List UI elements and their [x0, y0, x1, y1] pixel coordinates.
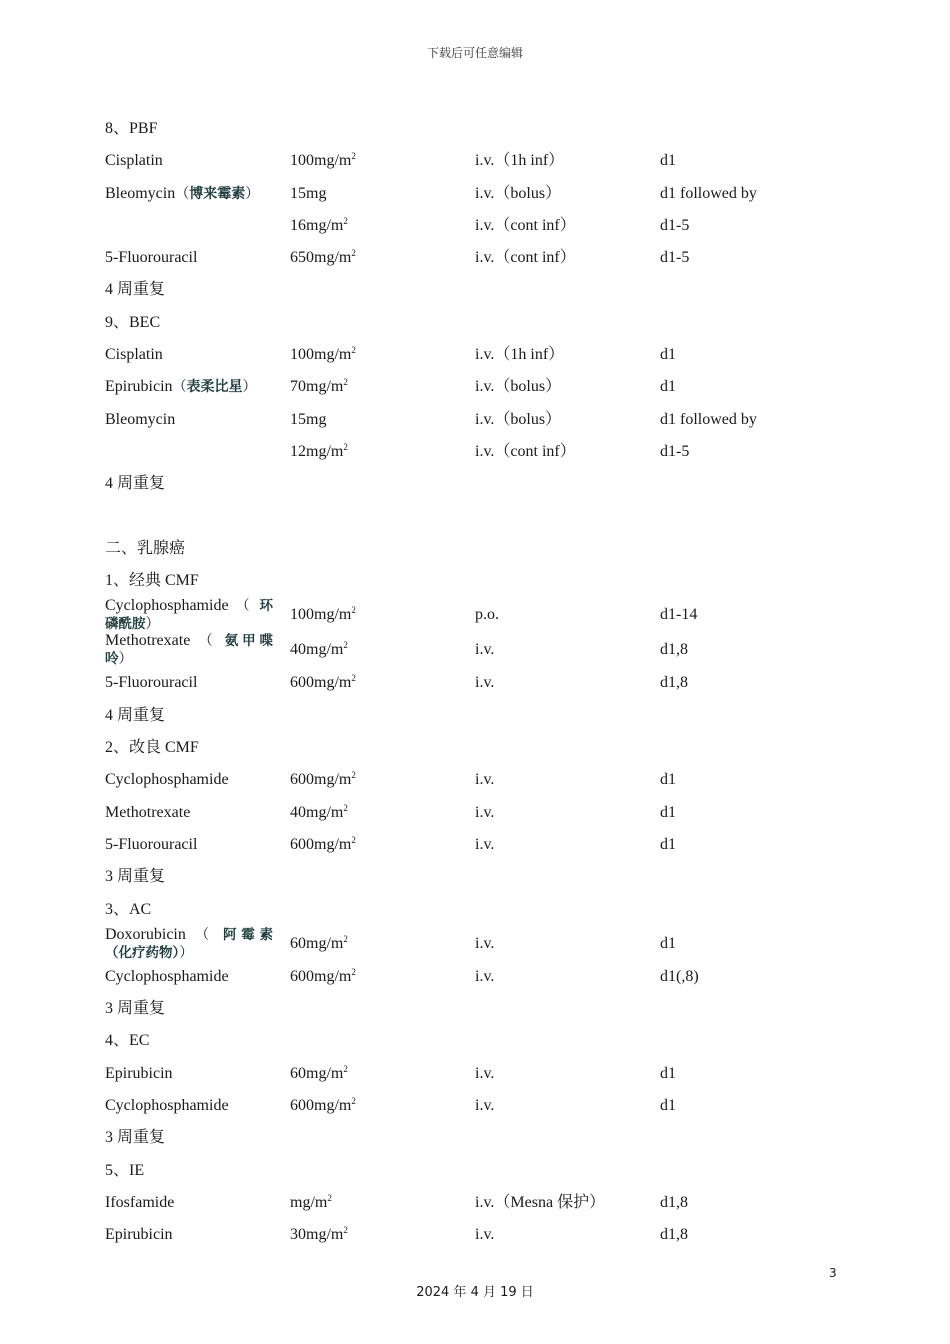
dose-unit-exponent: 2 [351, 834, 356, 845]
section-heading: 3、AC [105, 900, 152, 918]
drug-name-cell [105, 797, 190, 829]
dose-cell [290, 436, 348, 468]
route-cell: i.v.（1h inf） [475, 152, 565, 170]
section-heading: 1、经典 CMF [105, 572, 199, 590]
drug-name: Epirubicin [105, 1064, 173, 1082]
schedule-cell: d1 [660, 1064, 676, 1082]
dose-cell [290, 178, 326, 210]
drug-name-cell [105, 1090, 229, 1122]
page-number: 3 [829, 1266, 837, 1280]
paren-close: ） [242, 379, 257, 396]
section-heading: 4、EC [105, 1032, 150, 1050]
drug-name-cell [105, 371, 257, 403]
schedule-cell: d1 [660, 1097, 676, 1115]
route-cell: i.v. [475, 641, 495, 659]
dose-unit-exponent: 2 [343, 802, 348, 813]
paren-close: ） [118, 651, 133, 668]
drug-name: Bleomycin [105, 184, 176, 202]
regimen-row [105, 764, 865, 796]
section-heading: 3 周重复 [105, 1129, 166, 1147]
schedule-cell: d1-14 [660, 606, 698, 624]
dose-unit-exponent: 2 [343, 441, 348, 452]
paren-open: （ [175, 185, 190, 202]
dose-cell [290, 1090, 356, 1122]
route-cell: i.v. [475, 803, 495, 821]
dose-value: 30mg/m [290, 1226, 344, 1244]
dose-unit-exponent: 2 [343, 640, 348, 651]
schedule-cell: d1 followed by [660, 410, 757, 428]
dose-unit-exponent: 2 [351, 673, 356, 684]
dose-cell [290, 667, 356, 699]
route-cell: i.v.（bolus） [475, 378, 562, 396]
drug-name: Epirubicin [105, 1226, 173, 1244]
dose-cell [290, 210, 348, 242]
drug-name-cell [105, 632, 273, 668]
regimen-row [105, 1219, 865, 1251]
blank-line [105, 501, 865, 533]
schedule-cell: d1,8 [660, 641, 688, 659]
dose-cell [290, 926, 348, 961]
dose-cell [290, 632, 348, 667]
section-heading: 3 周重复 [105, 868, 166, 886]
dose-cell [290, 145, 356, 177]
dose-cell [290, 404, 326, 436]
drug-name: Epirubicin [105, 378, 173, 396]
dose-value: 15mg [290, 410, 327, 428]
drug-name-cell [105, 1058, 173, 1090]
drug-name: Cyclophosphamide [105, 771, 229, 789]
dose-value: 600mg/m [290, 771, 352, 789]
section-heading: 5、IE [105, 1161, 145, 1179]
route-cell: i.v. [475, 771, 495, 789]
dose-value: 600mg/m [290, 835, 352, 853]
drug-name-cell [105, 961, 229, 993]
schedule-cell: d1 [660, 803, 676, 821]
dose-value: 40mg/m [290, 641, 344, 659]
schedule-cell: d1 [660, 346, 676, 364]
dose-cell [290, 829, 356, 861]
route-cell: p.o. [475, 606, 499, 624]
regimen-row [105, 961, 865, 993]
dose-cell [290, 961, 356, 993]
paren-close: ） [245, 185, 260, 202]
regimen-row [105, 1090, 865, 1122]
dose-cell [290, 1219, 348, 1251]
drug-name: Cyclophosphamide [105, 967, 229, 985]
drug-name-cell [105, 178, 259, 210]
dose-value: 600mg/m [290, 1097, 352, 1115]
route-cell: i.v. [475, 1226, 495, 1244]
dose-cell [290, 339, 356, 371]
dose-value: 40mg/m [290, 803, 344, 821]
drug-chinese-name: 环磷酰胺 [105, 598, 273, 633]
document-body [105, 113, 865, 1252]
paren-close: ） [145, 616, 160, 633]
regimen-row [105, 339, 865, 371]
dose-value: 60mg/m [290, 1064, 344, 1082]
drug-name: 5-Fluorouracil [105, 249, 198, 267]
section-heading: 9、BEC [105, 313, 161, 331]
schedule-cell: d1,8 [660, 1226, 688, 1244]
dose-cell [290, 797, 348, 829]
section-heading: 二、乳腺癌 [105, 539, 186, 557]
schedule-cell: d1 [660, 835, 676, 853]
route-cell: i.v.（cont inf） [475, 216, 576, 234]
dose-unit-exponent: 2 [351, 966, 356, 977]
section-heading: 4 周重复 [105, 706, 166, 724]
regimen-row [105, 926, 865, 961]
drug-chinese-name: 氨甲喋呤 [105, 633, 273, 668]
regimen-row [105, 371, 865, 403]
regimen-row [105, 667, 865, 699]
dose-unit-exponent: 2 [351, 248, 356, 259]
drug-name: 5-Fluorouracil [105, 835, 198, 853]
route-cell: i.v.（Mesna 保护） [475, 1193, 606, 1211]
route-cell: i.v. [475, 1064, 495, 1082]
regimen-row [105, 1187, 865, 1219]
dose-unit-exponent: 2 [351, 1096, 356, 1107]
dose-value: mg/m [290, 1193, 328, 1211]
route-cell: i.v.（bolus） [475, 410, 562, 428]
drug-name: Methotrexate [105, 632, 191, 650]
dose-value: 16mg/m [290, 216, 344, 234]
drug-name: Cisplatin [105, 346, 163, 364]
drug-name-cell [105, 1219, 173, 1251]
drug-name-cell [105, 829, 197, 861]
drug-name-cell [105, 1187, 174, 1219]
route-cell: i.v.（cont inf） [475, 249, 576, 267]
route-cell: i.v. [475, 674, 495, 692]
paren-close: ） [179, 944, 194, 961]
dose-value: 600mg/m [290, 967, 352, 985]
page-header: 下载后可任意编辑 [426, 46, 523, 60]
route-cell: i.v. [475, 1097, 495, 1115]
paren-open: （ [190, 633, 225, 650]
dose-unit-exponent: 2 [343, 1063, 348, 1074]
dose-value: 12mg/m [290, 442, 344, 460]
dose-unit-exponent: 2 [343, 215, 348, 226]
dose-cell [290, 1187, 332, 1219]
drug-name: Methotrexate [105, 803, 191, 821]
dose-unit-exponent: 2 [351, 151, 356, 162]
route-cell: i.v. [475, 934, 495, 952]
regimen-row [105, 145, 865, 177]
schedule-cell: d1 followed by [660, 184, 757, 202]
dose-unit-exponent: 2 [351, 345, 356, 356]
drug-name: Ifosfamide [105, 1193, 175, 1211]
drug-name: 5-Fluorouracil [105, 674, 198, 692]
schedule-cell: d1(,8) [660, 967, 699, 985]
dose-unit-exponent: 2 [343, 1225, 348, 1236]
dose-value: 100mg/m [290, 152, 352, 170]
drug-name-cell [105, 926, 273, 962]
page-footer-date: 2024 年 4 月 19 日 [416, 1285, 534, 1300]
dose-cell [290, 597, 356, 632]
dose-unit-exponent: 2 [343, 377, 348, 388]
dose-value: 650mg/m [290, 249, 352, 267]
drug-name: Cyclophosphamide [105, 1097, 229, 1115]
drug-name-cell [105, 242, 197, 274]
paren-open: （ [172, 379, 187, 396]
section-heading: 2、改良 CMF [105, 739, 199, 757]
dose-unit-exponent: 2 [351, 770, 356, 781]
regimen-row [105, 404, 865, 436]
route-cell: i.v.（1h inf） [475, 346, 565, 364]
drug-name-cell [105, 667, 197, 699]
route-cell: i.v. [475, 967, 495, 985]
schedule-cell: d1 [660, 378, 676, 396]
regimen-row [105, 242, 865, 274]
dose-value: 600mg/m [290, 674, 352, 692]
regimen-row [105, 829, 865, 861]
dose-value: 60mg/m [290, 934, 344, 952]
drug-name: Bleomycin [105, 410, 176, 428]
section-heading: 3 周重复 [105, 1000, 166, 1018]
dose-cell [290, 371, 348, 403]
drug-chinese-name: 博来霉素 [189, 185, 246, 202]
dose-cell [290, 764, 356, 796]
regimen-row [105, 632, 865, 667]
drug-name-cell [105, 404, 175, 436]
route-cell: i.v.（bolus） [475, 184, 562, 202]
schedule-cell: d1-5 [660, 216, 690, 234]
schedule-cell: d1 [660, 152, 676, 170]
schedule-cell: d1 [660, 934, 676, 952]
drug-name: Cisplatin [105, 152, 163, 170]
section-heading: 4 周重复 [105, 475, 166, 493]
drug-name: Cyclophosphamide [105, 597, 229, 615]
dose-unit-exponent: 2 [343, 933, 348, 944]
drug-name-cell [105, 339, 163, 371]
schedule-cell: d1,8 [660, 674, 688, 692]
paren-open: （ [185, 926, 224, 943]
route-cell: i.v. [475, 835, 495, 853]
regimen-row [105, 597, 865, 632]
regimen-row [105, 178, 865, 210]
section-heading: 8、PBF [105, 120, 158, 137]
dose-value: 70mg/m [290, 378, 344, 396]
dose-unit-exponent: 2 [351, 605, 356, 616]
dose-unit-exponent: 2 [327, 1192, 332, 1203]
drug-name-cell [105, 764, 229, 796]
regimen-row [105, 797, 865, 829]
dose-value: 100mg/m [290, 606, 352, 624]
drug-name-cell [105, 597, 273, 633]
dose-cell [290, 242, 356, 274]
drug-chinese-name: 阿霉素（化疗药物） [105, 926, 274, 961]
schedule-cell: d1-5 [660, 442, 690, 460]
schedule-cell: d1 [660, 771, 676, 789]
drug-chinese-name: 表柔比星 [186, 379, 243, 396]
section-heading: 4 周重复 [105, 281, 166, 299]
drug-name: Doxorubicin [105, 925, 186, 943]
dose-cell [290, 1058, 348, 1090]
drug-name-cell [105, 145, 163, 177]
schedule-cell: d1-5 [660, 249, 690, 267]
dose-value: 15mg [290, 184, 327, 202]
regimen-row [105, 1058, 865, 1090]
schedule-cell: d1,8 [660, 1193, 688, 1211]
regimen-row [105, 436, 865, 468]
route-cell: i.v.（cont inf） [475, 442, 576, 460]
paren-open: （ [228, 598, 260, 615]
regimen-row [105, 210, 865, 242]
dose-value: 100mg/m [290, 346, 352, 364]
